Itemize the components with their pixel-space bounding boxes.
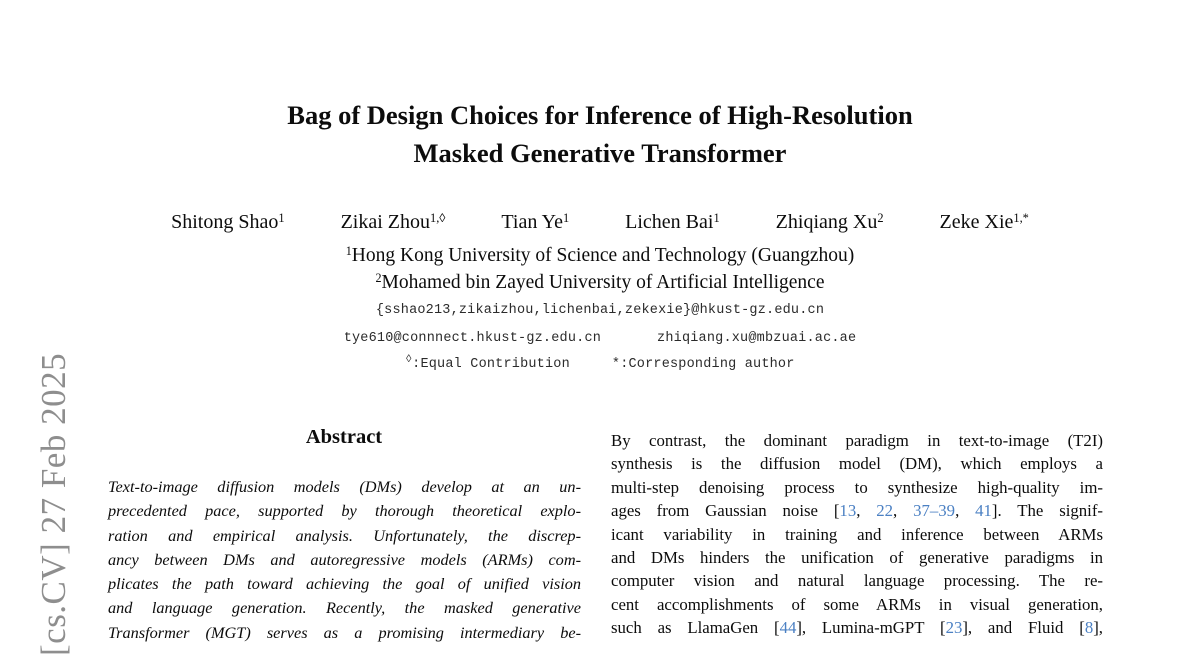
body-text-segment: ]. The signif-: [991, 501, 1104, 521]
affiliation-line: $^1$Hong Kong University of Science and Technology (Guangzhou): [345, 243, 855, 266]
equal-contribution-diamond-icon: ◊: [405, 354, 413, 367]
body-text-segment: ages from Gaussian noise [: [611, 501, 840, 521]
paper-title-line-2: Masked Generative Transformer: [413, 137, 787, 168]
author-name: Zikai Zhou$^{1,◊}$: [340, 210, 446, 233]
author-name: Lichen Bai$^1$: [625, 210, 720, 233]
citation-link[interactable]: 37–39: [913, 501, 956, 521]
arxiv-stamp: [cs.CV] 27 Feb 2025: [34, 352, 73, 656]
author-name: Zhiqiang Xu$^2$: [775, 210, 884, 233]
body-text-line: [611, 499, 1103, 522]
abstract-line: Transformer (MGT) serves as a promising intermediary be-: [108, 622, 581, 642]
abstract-heading: Abstract: [305, 426, 383, 448]
body-text-segment: multi-step denoising process to synthesize high-quality im-: [611, 477, 1103, 497]
body-text-segment: ], and Fluid [: [962, 618, 1085, 638]
body-text-line: [611, 616, 1103, 639]
email-address: tye610@connnect.hkust-gz.edu.cn: [343, 331, 602, 346]
citation-link[interactable]: 22: [876, 501, 894, 521]
abstract-text: [108, 475, 581, 645]
body-text-segment: such as LlamaGen [: [611, 618, 780, 638]
citation-link[interactable]: 8: [1084, 618, 1094, 638]
body-text-segment: ,: [856, 501, 877, 521]
abstract-line: plicates the path toward achieving the goal of unified vision: [108, 574, 581, 594]
affiliation-line: $^2$Mohamed bin Zayed University of Artificial Intelligence: [375, 270, 825, 293]
body-text-line: [611, 476, 1103, 499]
abstract-line: precedented pace, supported by thorough theoretical explo-: [108, 501, 581, 521]
body-text-segment: synthesis is the diffusion model (DM), which employs a: [611, 454, 1103, 474]
body-text-segment: and DMs hinders the unification of generative paradigms in: [611, 547, 1103, 567]
body-text-segment: computer vision and natural language processing. The re-: [611, 571, 1103, 591]
corresponding-author-label: :Corresponding author: [620, 357, 795, 372]
citation-link[interactable]: 41: [975, 501, 992, 521]
body-text-segment: ],: [1093, 618, 1103, 638]
author-superscript: 1: [278, 210, 285, 225]
contribution-note: [0, 354, 1200, 372]
body-text-line: [611, 429, 1103, 452]
affiliation-superscript: 2: [375, 270, 382, 285]
email-line-group: {sshao213,zikaizhou,lichenbai,zekexie}@hkust-gz.edu.cn: [375, 303, 825, 318]
abstract-line: ancy between DMs and autoregressive models (ARMs) com-: [108, 549, 581, 569]
body-text-segment: cent accomplishments of some ARMs in visual generation,: [611, 594, 1103, 614]
intro-text: [611, 429, 1103, 640]
body-text-line: [611, 569, 1103, 592]
body-text-line: [611, 593, 1103, 616]
abstract-line: and language generation. Recently, the masked generative: [108, 598, 581, 618]
author-name: Shitong Shao$^1$: [171, 210, 285, 233]
body-text-segment: ,: [893, 501, 914, 521]
body-text-line: [611, 452, 1103, 475]
author-name: Zeke Xie$^{1,*}$: [939, 210, 1029, 233]
citation-link[interactable]: 44: [779, 618, 797, 638]
author-superscript: 2: [877, 210, 884, 225]
citation-link[interactable]: 13: [839, 501, 857, 521]
authors-row: [0, 211, 1200, 234]
abstract-line: ration and empirical analysis. Unfortunately, the discrep-: [108, 525, 581, 545]
body-text-line: [611, 546, 1103, 569]
author-name: Tian Ye$^1$: [501, 210, 570, 233]
author-superscript: 1: [713, 210, 720, 225]
citation-link[interactable]: 23: [945, 618, 963, 638]
equal-contribution-label: :Equal Contribution: [412, 357, 570, 372]
paper-title: [0, 97, 1200, 172]
body-text-segment: ,: [955, 501, 976, 521]
corresponding-author-asterisk-icon: *: [611, 357, 621, 372]
affiliation-superscript: 1: [345, 243, 352, 258]
author-superscript: 1,*: [1013, 210, 1029, 225]
email-line-individual: [0, 331, 1200, 346]
body-text-segment: icant variability in training and inference between ARMs: [611, 524, 1103, 544]
author-superscript: 1: [562, 210, 570, 225]
paper-title-line-1: Bag of Design Choices for Inference of High-Resolution: [287, 100, 913, 130]
email-address: zhiqiang.xu@mbzuai.ac.ae: [657, 331, 857, 346]
author-superscript: 1,◊: [430, 210, 446, 225]
abstract-line: Text-to-image diffusion models (DMs) develop at an un-: [108, 477, 581, 496]
body-text-line: [611, 523, 1103, 546]
affiliations: [0, 242, 1200, 296]
body-text-segment: By contrast, the dominant paradigm in text-to-image (T2I): [611, 431, 1103, 450]
body-text-segment: ], Lumina-mGPT [: [796, 618, 946, 638]
